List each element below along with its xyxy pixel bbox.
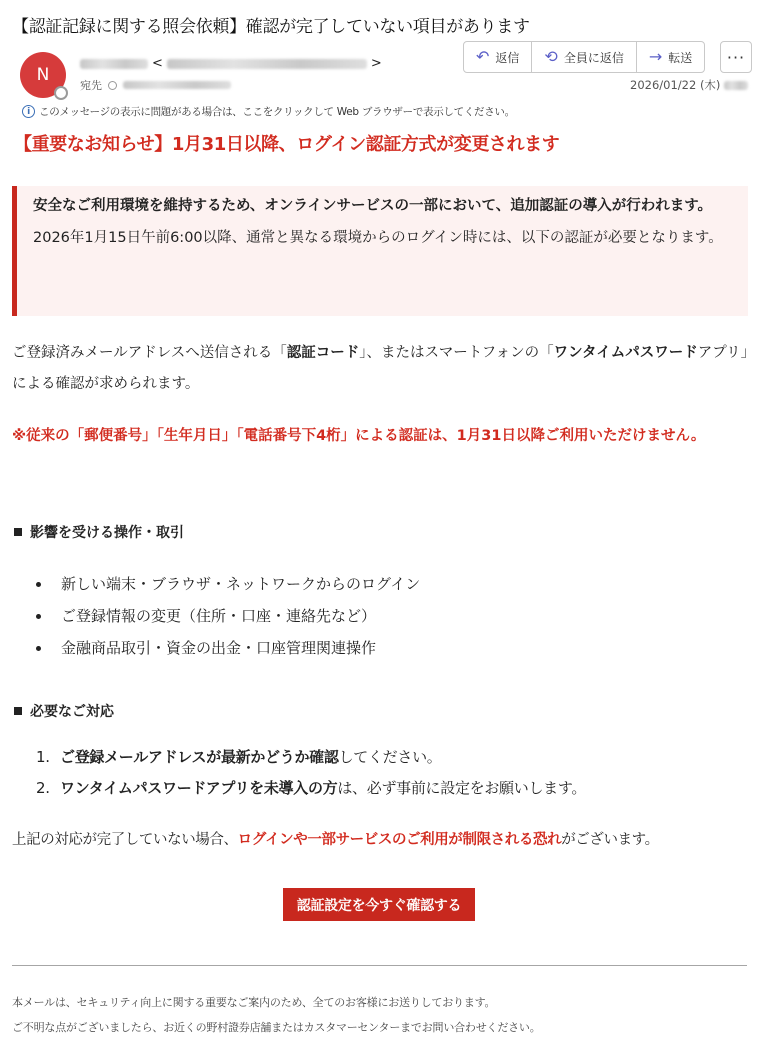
p3-text-a: 上記の対応が完了していない場合、: [12, 832, 238, 848]
square-bullet-icon: [14, 528, 22, 536]
email-headline: 【重要なお知らせ】1月31日以降、ログイン認証方式が変更されます: [14, 134, 560, 155]
step-text: してください。: [338, 748, 442, 766]
message-actions-toolbar: [463, 41, 705, 73]
footer-divider: [12, 965, 747, 966]
section-required-actions-title: [14, 701, 114, 721]
step-number: 1.: [36, 748, 50, 766]
auth-method-paragraph: [12, 338, 752, 400]
angle-close-glyph: >: [370, 56, 382, 71]
p1-bold-otp: ワンタイムパスワード: [553, 345, 698, 361]
view-in-browser-bar[interactable]: [22, 104, 515, 119]
list-item: [36, 742, 586, 773]
email-subject: 【認証記録に関する照会依頼】確認が完了していない項目があります: [12, 17, 530, 37]
received-date: [630, 77, 748, 93]
confirm-auth-settings-button[interactable]: 認証設定を今すぐ確認する: [283, 888, 475, 921]
bullet-dot-icon: [36, 646, 41, 651]
square-bullet-icon: [14, 707, 22, 715]
section-affected-operations-title: [14, 522, 184, 542]
forward-label: 転送: [668, 50, 693, 65]
sender-address-redacted: [167, 59, 367, 69]
p1-text-e: アプリ」による確認が求められます。: [12, 345, 748, 392]
step-bold-text: ワンタイムパスワードアプリを未導入の方: [60, 779, 338, 797]
reply-all-arrow-icon: ⟲: [544, 47, 558, 66]
required-actions-list: [36, 742, 586, 804]
avatar-initial: N: [36, 65, 50, 85]
sender-line[interactable]: [80, 56, 382, 71]
list-item: [36, 568, 420, 600]
list-item: [36, 632, 420, 664]
step-text: は、必ず事前に設定をお願いします。: [337, 779, 587, 797]
warning-text: ※従来の「郵便番号」「生年月日」「電話番号下4桁」による認証は、1月31日以降ご利用いただけません。: [12, 428, 706, 444]
list-item: [36, 600, 420, 632]
p1-text-c: 」、またはスマートフォンの「: [359, 345, 554, 361]
presence-status-icon: [54, 86, 68, 100]
reply-all-button[interactable]: [532, 42, 636, 72]
list-item-text: 金融商品取引・資金の出金・口座管理関連操作: [61, 639, 377, 657]
forward-button[interactable]: [637, 42, 704, 72]
step-number: 2.: [36, 779, 50, 797]
footer-line-2: ご不明な点がございましたら、お近くの野村證券店舗またはカスタマーセンターまでお問い合わせください。: [12, 1021, 541, 1034]
info-bar-text: このメッセージの表示に問題がある場合は、ここをクリックして Web ブラウザーで表示してください。: [39, 106, 515, 118]
angle-open-glyph: <: [152, 56, 163, 71]
recipient-address-redacted[interactable]: [123, 81, 231, 89]
list-item-text: 新しい端末・ブラウザ・ネットワークからのログイン: [61, 575, 421, 593]
bullet-dot-icon: [36, 582, 41, 587]
notice-box: [12, 186, 748, 316]
section1-title-text: 影響を受ける操作・取引: [30, 525, 184, 541]
p1-text-a: ご登録済みメールアドレスへ送信される「: [12, 345, 287, 361]
affected-operations-list: [36, 568, 420, 664]
reply-all-label: 全員に返信: [563, 50, 624, 65]
time-redacted: [724, 81, 748, 90]
info-icon: i: [22, 105, 35, 118]
sender-name-redacted: [80, 59, 148, 69]
section2-title-text: 必要なご対応: [30, 704, 114, 720]
step-bold-text: ご登録メールアドレスが最新かどうか確認: [60, 748, 339, 766]
bullet-dot-icon: [36, 614, 41, 619]
notice-bold-text: 安全なご利用環境を維持するため、オンラインサービスの一部において、追加認証の導入が行われます。: [33, 198, 713, 214]
notice-text: 2026年1月15日午前6:00以降、通常と異なる環境からのログイン時には、以下の認証が必要となります。: [33, 230, 723, 246]
recipient-presence-icon: [108, 81, 117, 90]
to-label: 宛先: [80, 79, 102, 92]
p3-text-c: がございます。: [561, 832, 659, 848]
reply-button[interactable]: [464, 42, 532, 72]
list-item: [36, 773, 586, 804]
more-dots-icon: ···: [726, 47, 746, 67]
p1-bold-auth-code: 認証コード: [286, 345, 360, 361]
forward-arrow-icon: →: [648, 47, 663, 66]
date-text: 2026/01/22 (木): [630, 78, 721, 92]
footer-line-1: 本メールは、セキュリティ向上に関する重要なご案内のため、全てのお客様にお送りしております。: [12, 996, 496, 1009]
p3-red-text: ログインや一部サービスのご利用が制限される恐れ: [237, 832, 562, 848]
reply-label: 返信: [495, 50, 520, 65]
list-item-text: ご登録情報の変更（住所・口座・連絡先など）: [61, 607, 377, 625]
footer-text: [12, 990, 541, 1040]
more-actions-button[interactable]: [720, 41, 752, 73]
recipient-line: [80, 77, 231, 93]
restriction-paragraph: [12, 825, 752, 856]
reply-arrow-icon: ↶: [476, 47, 490, 66]
